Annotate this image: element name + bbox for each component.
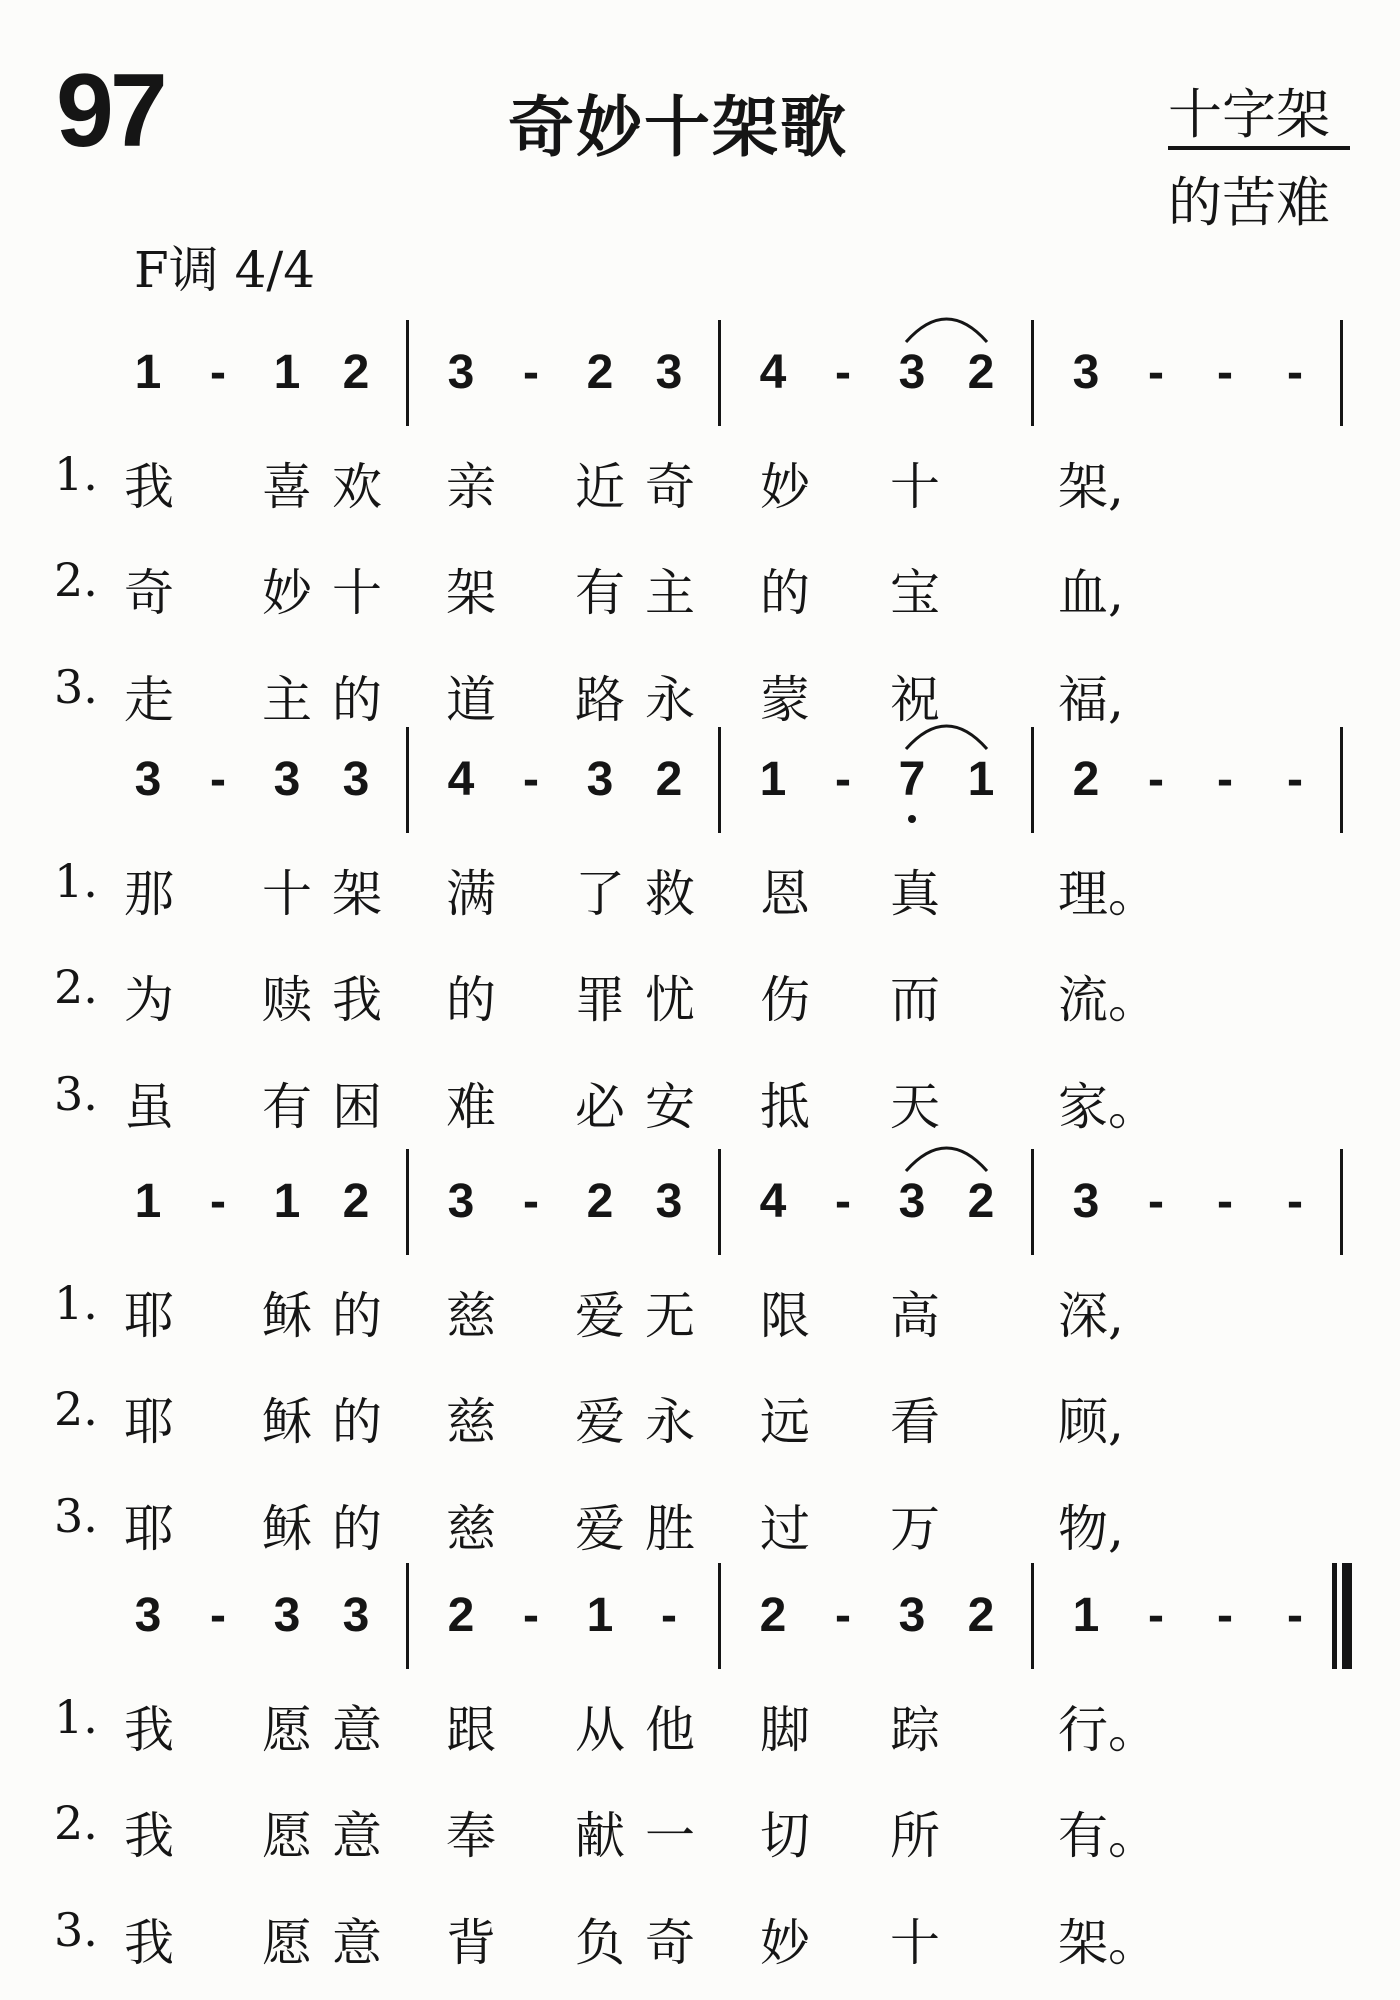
note: 1 bbox=[273, 1175, 301, 1228]
notation-row bbox=[0, 1149, 1400, 1259]
lyric-syllable: 妙 bbox=[760, 458, 810, 516]
note-dash: - bbox=[1148, 753, 1164, 806]
barline bbox=[1340, 320, 1343, 426]
lyric-syllable: 赎 bbox=[262, 971, 312, 1029]
lyric-syllable: 架 bbox=[332, 865, 382, 923]
note-dash: - bbox=[1287, 1589, 1303, 1642]
lyric-syllable: 路 bbox=[575, 671, 625, 729]
note: 3 bbox=[655, 1175, 683, 1228]
note: 2 bbox=[967, 1175, 995, 1228]
verse-number: 1. bbox=[54, 1276, 98, 1330]
note-dash: - bbox=[835, 346, 851, 399]
lyric-syllable: 我 bbox=[124, 1701, 174, 1759]
note: 2 bbox=[586, 346, 614, 399]
lyric-syllable: 看 bbox=[890, 1393, 940, 1451]
note-dash: - bbox=[210, 753, 226, 806]
note-dash: - bbox=[523, 346, 539, 399]
note: 7 bbox=[898, 753, 926, 806]
barline bbox=[718, 1149, 721, 1255]
lyric-syllable: 限 bbox=[760, 1287, 810, 1345]
lyric-syllable: 血, bbox=[1058, 564, 1124, 622]
lyric-syllable: 稣 bbox=[262, 1393, 312, 1451]
notation-row bbox=[0, 727, 1400, 837]
lyric-syllable: 奇 bbox=[645, 458, 695, 516]
lyric-syllable: 慈 bbox=[446, 1500, 496, 1558]
lyric-syllable: 了 bbox=[575, 865, 625, 923]
note: 3 bbox=[898, 1175, 926, 1228]
lyric-syllable: 的 bbox=[332, 1287, 382, 1345]
slur-tie bbox=[902, 713, 982, 753]
lyric-line bbox=[0, 854, 1400, 934]
final-barline-thin bbox=[1332, 1563, 1337, 1669]
verse-number: 1. bbox=[54, 1690, 98, 1744]
lyric-syllable: 背 bbox=[446, 1914, 496, 1972]
lyric-syllable: 十 bbox=[890, 458, 940, 516]
note: 2 bbox=[447, 1589, 475, 1642]
note-dash: - bbox=[1217, 1175, 1233, 1228]
note-dash: - bbox=[210, 1589, 226, 1642]
note: 2 bbox=[655, 753, 683, 806]
lyric-syllable: 必 bbox=[575, 1078, 625, 1136]
lyric-syllable: 跟 bbox=[446, 1701, 496, 1759]
note-dash: - bbox=[1217, 346, 1233, 399]
note: 3 bbox=[655, 346, 683, 399]
lyric-line bbox=[0, 1489, 1400, 1569]
note: 1 bbox=[273, 346, 301, 399]
lyric-syllable: 家。 bbox=[1058, 1078, 1158, 1136]
lyric-syllable: 深, bbox=[1058, 1287, 1124, 1345]
note-dash: - bbox=[1148, 346, 1164, 399]
lyric-syllable: 奇 bbox=[645, 1914, 695, 1972]
lyric-syllable: 献 bbox=[575, 1807, 625, 1865]
final-barline-thick bbox=[1342, 1563, 1352, 1669]
lyric-syllable: 慈 bbox=[446, 1287, 496, 1345]
slur-tie bbox=[902, 306, 982, 346]
lyric-syllable: 有 bbox=[262, 1078, 312, 1136]
note: 1 bbox=[134, 346, 162, 399]
barline bbox=[1340, 727, 1343, 833]
lyric-syllable: 忧 bbox=[645, 971, 695, 1029]
lyric-syllable: 万 bbox=[890, 1500, 940, 1558]
lyric-syllable: 宝 bbox=[890, 564, 940, 622]
verse-number: 2. bbox=[54, 1796, 98, 1850]
note: 3 bbox=[586, 753, 614, 806]
note: 2 bbox=[586, 1175, 614, 1228]
note: 3 bbox=[273, 1589, 301, 1642]
lyric-syllable: 他 bbox=[645, 1701, 695, 1759]
barline bbox=[1031, 727, 1034, 833]
note: 3 bbox=[898, 346, 926, 399]
lyric-syllable: 祝 bbox=[890, 671, 940, 729]
lyric-syllable: 爱 bbox=[575, 1393, 625, 1451]
lyric-line bbox=[0, 1276, 1400, 1356]
lyric-syllable: 欢 bbox=[332, 458, 382, 516]
note-dash: - bbox=[835, 1589, 851, 1642]
lyric-syllable: 一 bbox=[645, 1807, 695, 1865]
note-dash: - bbox=[1148, 1175, 1164, 1228]
note-dash: - bbox=[1217, 753, 1233, 806]
note: 2 bbox=[759, 1589, 787, 1642]
lyric-syllable: 无 bbox=[645, 1287, 695, 1345]
lyric-syllable: 罪 bbox=[575, 971, 625, 1029]
lyric-syllable: 稣 bbox=[262, 1287, 312, 1345]
lyric-syllable: 爱 bbox=[575, 1287, 625, 1345]
lyric-syllable: 而 bbox=[890, 971, 940, 1029]
verse-number: 1. bbox=[54, 854, 98, 908]
lyric-syllable: 意 bbox=[332, 1807, 382, 1865]
lyric-syllable: 切 bbox=[760, 1807, 810, 1865]
lyric-syllable: 奇 bbox=[124, 564, 174, 622]
note: 1 bbox=[1072, 1589, 1100, 1642]
hymn-number: 97 bbox=[56, 53, 164, 169]
note-dash: - bbox=[1287, 346, 1303, 399]
note-dash: - bbox=[523, 1589, 539, 1642]
verse-number: 3. bbox=[54, 660, 98, 714]
note: 3 bbox=[1072, 1175, 1100, 1228]
lyric-line bbox=[0, 1903, 1400, 1983]
barline bbox=[406, 727, 409, 833]
lyric-syllable: 救 bbox=[645, 865, 695, 923]
lyric-syllable: 爱 bbox=[575, 1500, 625, 1558]
lyric-syllable: 我 bbox=[332, 971, 382, 1029]
lyric-syllable: 胜 bbox=[645, 1500, 695, 1558]
lyric-syllable: 永 bbox=[645, 1393, 695, 1451]
lyric-syllable: 的 bbox=[332, 1500, 382, 1558]
lyric-syllable: 近 bbox=[575, 458, 625, 516]
lyric-syllable: 那 bbox=[124, 865, 174, 923]
note: 3 bbox=[447, 1175, 475, 1228]
lyric-syllable: 踪 bbox=[890, 1701, 940, 1759]
lyric-syllable: 有。 bbox=[1058, 1807, 1158, 1865]
lyric-syllable: 真 bbox=[890, 865, 940, 923]
lyric-line bbox=[0, 1382, 1400, 1462]
lyric-syllable: 意 bbox=[332, 1914, 382, 1972]
lyric-line bbox=[0, 447, 1400, 527]
barline bbox=[1340, 1149, 1343, 1255]
key-signature: F调 4/4 bbox=[134, 241, 316, 299]
lyric-syllable: 有 bbox=[575, 564, 625, 622]
lyric-syllable: 我 bbox=[124, 458, 174, 516]
lyric-syllable: 主 bbox=[262, 671, 312, 729]
lyric-syllable: 福, bbox=[1058, 671, 1124, 729]
slur-tie bbox=[902, 1135, 982, 1175]
note: 2 bbox=[342, 1175, 370, 1228]
lower-octave-dot bbox=[908, 815, 916, 823]
lyric-syllable: 难 bbox=[446, 1078, 496, 1136]
lyric-syllable: 耶 bbox=[124, 1287, 174, 1345]
lyric-syllable: 远 bbox=[760, 1393, 810, 1451]
lyric-syllable: 的 bbox=[332, 1393, 382, 1451]
note: 3 bbox=[134, 1589, 162, 1642]
note-dash: - bbox=[523, 753, 539, 806]
lyric-syllable: 喜 bbox=[262, 458, 312, 516]
note: 2 bbox=[967, 1589, 995, 1642]
verse-number: 2. bbox=[54, 553, 98, 607]
note: 1 bbox=[586, 1589, 614, 1642]
note-dash: - bbox=[1217, 1589, 1233, 1642]
note: 3 bbox=[273, 753, 301, 806]
lyric-syllable: 理。 bbox=[1058, 865, 1158, 923]
note: 1 bbox=[967, 753, 995, 806]
lyric-syllable: 恩 bbox=[760, 865, 810, 923]
barline bbox=[1031, 320, 1034, 426]
lyric-syllable: 我 bbox=[124, 1914, 174, 1972]
lyric-line bbox=[0, 1690, 1400, 1770]
verse-number: 3. bbox=[54, 1067, 98, 1121]
lyric-syllable: 愿 bbox=[262, 1807, 312, 1865]
note-dash: - bbox=[523, 1175, 539, 1228]
lyric-syllable: 负 bbox=[575, 1914, 625, 1972]
verse-number: 3. bbox=[54, 1903, 98, 1957]
note: 1 bbox=[134, 1175, 162, 1228]
lyric-syllable: 意 bbox=[332, 1701, 382, 1759]
note-dash: - bbox=[835, 753, 851, 806]
lyric-syllable: 抵 bbox=[760, 1078, 810, 1136]
category-label-bottom: 的苦难 bbox=[1168, 171, 1330, 234]
lyric-syllable: 道 bbox=[446, 671, 496, 729]
lyric-syllable: 顾, bbox=[1058, 1393, 1124, 1451]
lyric-syllable: 天 bbox=[890, 1078, 940, 1136]
note: 2 bbox=[967, 346, 995, 399]
lyric-syllable: 耶 bbox=[124, 1500, 174, 1558]
lyric-syllable: 我 bbox=[124, 1807, 174, 1865]
lyric-syllable: 架, bbox=[1058, 458, 1124, 516]
note: 4 bbox=[759, 346, 787, 399]
verse-number: 2. bbox=[54, 960, 98, 1014]
lyric-line bbox=[0, 553, 1400, 633]
lyric-syllable: 架 bbox=[446, 564, 496, 622]
note: 3 bbox=[134, 753, 162, 806]
note-dash: - bbox=[835, 1175, 851, 1228]
lyric-syllable: 困 bbox=[332, 1078, 382, 1136]
lyric-syllable: 物, bbox=[1058, 1500, 1124, 1558]
lyric-syllable: 主 bbox=[645, 564, 695, 622]
category-label-top: 十字架 bbox=[1168, 83, 1330, 146]
barline bbox=[406, 1563, 409, 1669]
lyric-syllable: 奉 bbox=[446, 1807, 496, 1865]
lyric-syllable: 行。 bbox=[1058, 1701, 1158, 1759]
note: 3 bbox=[1072, 346, 1100, 399]
lyric-syllable: 满 bbox=[446, 865, 496, 923]
lyric-syllable: 愿 bbox=[262, 1701, 312, 1759]
lyric-syllable: 耶 bbox=[124, 1393, 174, 1451]
lyric-syllable: 为 bbox=[124, 971, 174, 1029]
barline bbox=[1031, 1563, 1034, 1669]
note-dash: - bbox=[1148, 1589, 1164, 1642]
lyric-syllable: 十 bbox=[262, 865, 312, 923]
lyric-line bbox=[0, 1796, 1400, 1876]
lyric-syllable: 慈 bbox=[446, 1393, 496, 1451]
lyric-syllable: 十 bbox=[890, 1914, 940, 1972]
lyric-syllable: 愿 bbox=[262, 1914, 312, 1972]
lyric-syllable: 走 bbox=[124, 671, 174, 729]
barline bbox=[1031, 1149, 1034, 1255]
barline bbox=[718, 320, 721, 426]
note: 2 bbox=[342, 346, 370, 399]
notation-row bbox=[0, 1563, 1400, 1673]
lyric-syllable: 妙 bbox=[760, 1914, 810, 1972]
lyric-syllable: 永 bbox=[645, 671, 695, 729]
barline bbox=[406, 320, 409, 426]
lyric-syllable: 脚 bbox=[760, 1701, 810, 1759]
note: 3 bbox=[898, 1589, 926, 1642]
lyric-syllable: 虽 bbox=[124, 1078, 174, 1136]
lyric-syllable: 妙 bbox=[262, 564, 312, 622]
lyric-syllable: 流。 bbox=[1058, 971, 1158, 1029]
verse-number: 2. bbox=[54, 1382, 98, 1436]
note: 4 bbox=[447, 753, 475, 806]
note: 2 bbox=[1072, 753, 1100, 806]
note-dash: - bbox=[1287, 753, 1303, 806]
barline bbox=[406, 1149, 409, 1255]
note-dash: - bbox=[1287, 1175, 1303, 1228]
category-divider bbox=[1168, 146, 1350, 150]
hymn-title: 奇妙十架歌 bbox=[508, 89, 848, 166]
lyric-syllable: 亲 bbox=[446, 458, 496, 516]
lyric-line bbox=[0, 1067, 1400, 1147]
notation-row bbox=[0, 320, 1400, 430]
lyric-syllable: 架。 bbox=[1058, 1914, 1158, 1972]
verse-number: 3. bbox=[54, 1489, 98, 1543]
note: 3 bbox=[342, 753, 370, 806]
note-dash: - bbox=[661, 1589, 677, 1642]
note: 1 bbox=[759, 753, 787, 806]
barline bbox=[718, 1563, 721, 1669]
verse-number: 1. bbox=[54, 447, 98, 501]
lyric-line bbox=[0, 960, 1400, 1040]
note: 3 bbox=[447, 346, 475, 399]
lyric-syllable: 的 bbox=[332, 671, 382, 729]
lyric-syllable: 的 bbox=[446, 971, 496, 1029]
lyric-syllable: 高 bbox=[890, 1287, 940, 1345]
barline bbox=[718, 727, 721, 833]
note: 4 bbox=[759, 1175, 787, 1228]
lyric-syllable: 稣 bbox=[262, 1500, 312, 1558]
lyric-syllable: 伤 bbox=[760, 971, 810, 1029]
lyric-syllable: 所 bbox=[890, 1807, 940, 1865]
lyric-syllable: 安 bbox=[645, 1078, 695, 1136]
lyric-syllable: 从 bbox=[575, 1701, 625, 1759]
note-dash: - bbox=[210, 346, 226, 399]
lyric-syllable: 蒙 bbox=[760, 671, 810, 729]
lyric-syllable: 的 bbox=[760, 564, 810, 622]
note-dash: - bbox=[210, 1175, 226, 1228]
lyric-syllable: 过 bbox=[760, 1500, 810, 1558]
note: 3 bbox=[342, 1589, 370, 1642]
lyric-syllable: 十 bbox=[332, 564, 382, 622]
